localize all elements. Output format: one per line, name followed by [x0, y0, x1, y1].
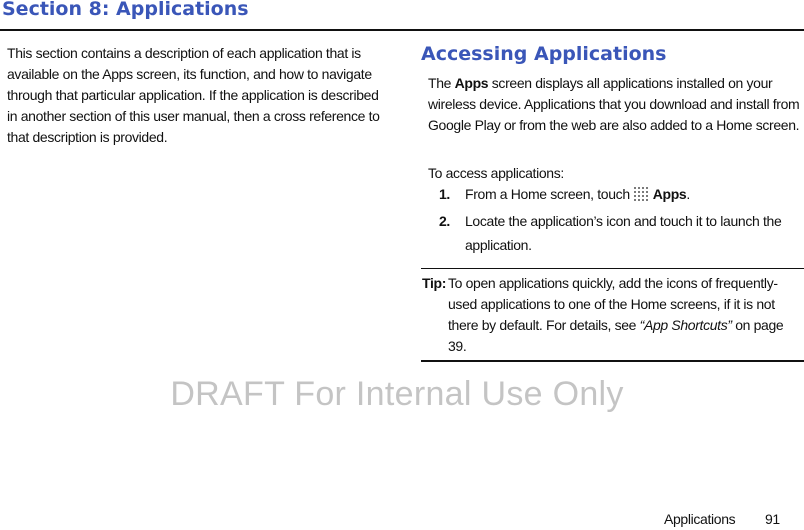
tip-rule-bottom [421, 360, 804, 362]
section-title: Section 8: Applications [2, 0, 249, 20]
apps-para-rest: screen displays all applications installed on your wireless device. Applications that you download and install from Google Play or from the web are also added to a Home screen. [428, 75, 800, 133]
step-text [465, 184, 804, 205]
apps-paragraph [428, 73, 804, 136]
step-apps-bold: Apps [652, 186, 687, 202]
step-number: 2. [439, 213, 450, 229]
tip-rule-top [421, 268, 804, 269]
step-number: 1. [439, 186, 450, 202]
apps-para-prefix: The [428, 75, 455, 91]
step-text: Locate the application’s icon and touch it to launch the application. [465, 213, 782, 253]
to-access-label: To access applications: [428, 165, 564, 181]
tip-label: Tip: [422, 275, 447, 291]
draft-watermark: DRAFT For Internal Use Only [170, 375, 624, 413]
apps-para-bold: Apps [454, 75, 489, 91]
title-rule [0, 29, 804, 31]
tip-cross-reference: “App Shortcuts” [639, 317, 732, 333]
tip-text [448, 273, 802, 357]
accessing-heading: Accessing Applications [421, 43, 667, 65]
intro-paragraph: This section contains a description of each application that is available on the Apps screen, its function, and how to navigate through that particular application. If the application is described in another section of this user manual, then a cross reference to that description is provided. [7, 45, 380, 145]
apps-grid-icon [633, 186, 649, 201]
footer-page-number: 91 [765, 511, 780, 527]
step-text-after: . [686, 186, 690, 202]
step-text-before: From a Home screen, touch [465, 186, 630, 202]
tip-text-after: on page 39. [448, 317, 784, 354]
tip-text-before: To open applications quickly, add the icons of frequently-used applications to one of the Home screens, if it is not there by default. For details, see [448, 275, 778, 333]
footer-section-label: Applications [664, 511, 736, 527]
